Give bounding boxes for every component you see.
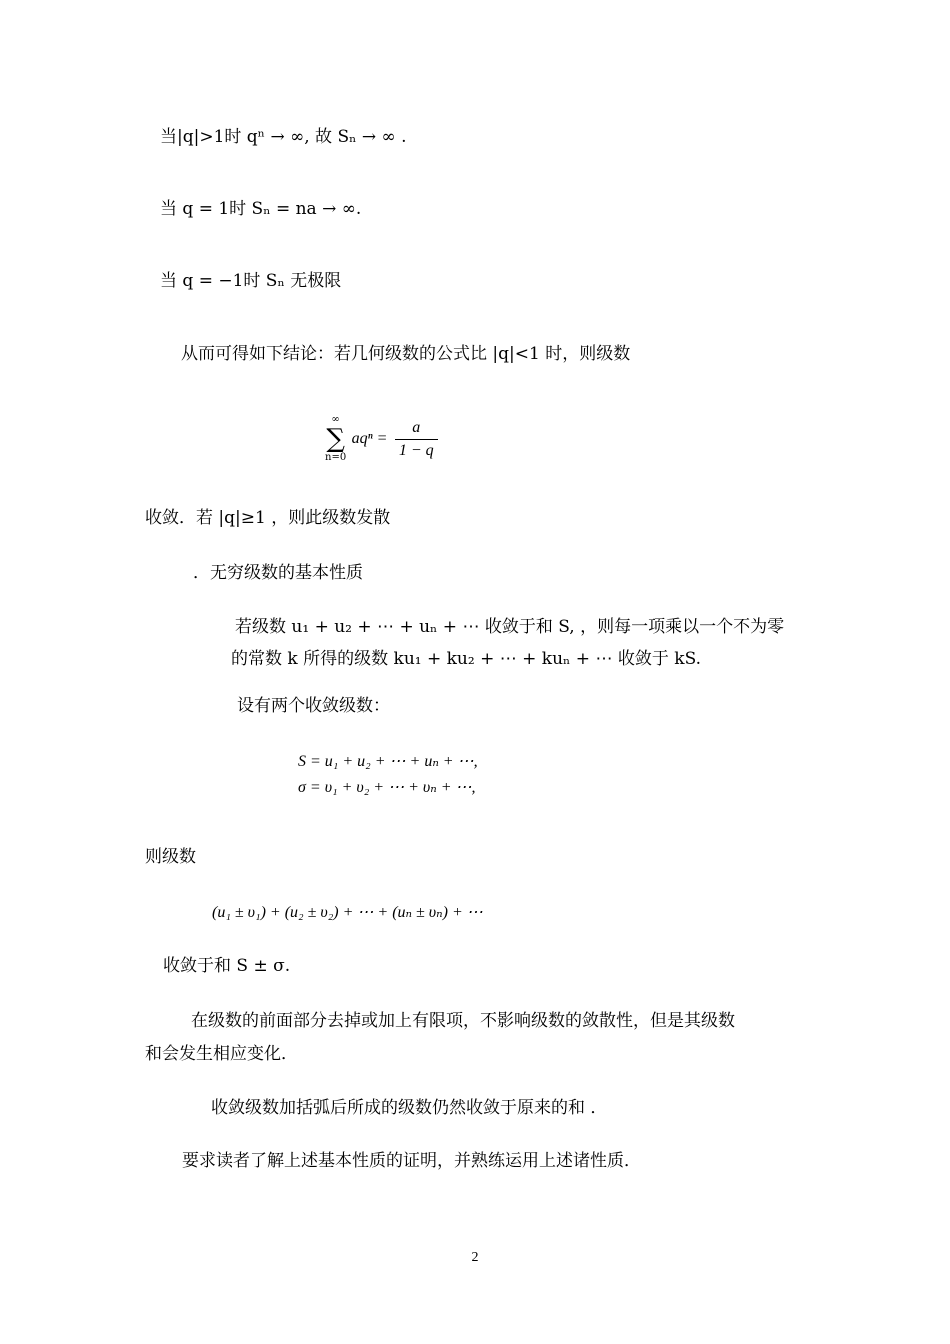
property-scalar-text-1: 若级数 u₁ + u₂ + ⋯ + uₙ + ⋯ 收敛于和 S, ，则每一项乘以一个不为零	[235, 617, 785, 637]
property-scalar-line-1	[235, 616, 784, 638]
line-q-greater-one	[160, 126, 406, 148]
geometric-sum-formula	[325, 414, 440, 464]
two-series-intro-text: 设有两个收敛级数：	[237, 696, 390, 716]
fraction-numerator: a	[395, 417, 438, 440]
convergence-text: 收敛．若 |q|≥1 ，则此级数发散	[145, 508, 391, 528]
converges-to-sum-text: 收敛于和 S ± σ.	[163, 956, 291, 976]
sigma-symbol	[325, 414, 346, 464]
finite-terms-text-1: 在级数的前面部分去掉或加上有限项，不影响级数的敛散性，但是其级数	[191, 1011, 735, 1031]
property-scalar-text-2: 的常数 k 所得的级数 ku₁ + ku₂ + ⋯ + kuₙ + ⋯ 收敛于 kS.	[231, 649, 702, 669]
line-q-equals-one-text: 当 q = 1时 Sₙ = na → ∞.	[160, 199, 362, 219]
parentheses-property-text: 收敛级数加括弧后所成的级数仍然收敛于原来的和 ．	[211, 1098, 608, 1118]
convergence-line	[145, 507, 390, 529]
series-s-text: S = u₁ + u₂ + ⋯ + uₙ + ⋯,	[298, 753, 478, 770]
sigma-sign: ∑	[326, 424, 345, 454]
line-q-equals-minus-one-text: 当 q = −1时 Sₙ 无极限	[160, 271, 342, 291]
line-q-greater-one-text: 当|q|>1时 qⁿ → ∞, 故 Sₙ → ∞ .	[160, 127, 407, 147]
conclusion-text: 从而可得如下结论：若几何级数的公式比 |q|<1 时，则级数	[181, 344, 631, 364]
sigma-lower-limit: n=0	[325, 452, 347, 463]
then-series-text: 则级数	[145, 847, 196, 867]
two-series-intro	[237, 695, 390, 717]
parentheses-property-line	[211, 1097, 607, 1119]
sum-series-text: (u₁ ± υ₁) + (u₂ ± υ₂) + ⋯ + (uₙ ± υₙ) + ⋯	[212, 904, 483, 921]
page-number: 2	[471, 1250, 479, 1265]
conclusion-line	[181, 343, 630, 365]
series-s-equation	[298, 751, 478, 773]
reader-requirement-line	[182, 1150, 641, 1172]
finite-terms-line-1	[191, 1010, 735, 1032]
line-q-equals-one	[160, 198, 361, 220]
series-sigma-text: σ = υ₁ + υ₂ + ⋯ + υₙ + ⋯,	[298, 779, 476, 796]
finite-terms-line-2	[145, 1043, 298, 1065]
section-heading-text: ．无穷级数的基本性质	[193, 563, 363, 583]
sigma-upper-limit: ∞	[331, 414, 340, 425]
line-q-equals-minus-one	[160, 270, 341, 292]
series-sigma-equation	[298, 777, 476, 799]
fraction-denominator: 1 − q	[398, 441, 434, 459]
property-scalar-line-2	[231, 648, 701, 670]
finite-terms-text-2: 和会发生相应变化．	[145, 1044, 298, 1064]
sum-fraction	[395, 417, 438, 462]
converges-to-sum-line	[163, 955, 290, 977]
section-heading	[193, 562, 363, 584]
sum-series-equation	[212, 902, 483, 924]
sum-term: aqⁿ =	[351, 430, 388, 447]
reader-requirement-text: 要求读者了解上述基本性质的证明，并熟练运用上述诸性质．	[182, 1151, 641, 1171]
then-series-label	[145, 846, 196, 868]
